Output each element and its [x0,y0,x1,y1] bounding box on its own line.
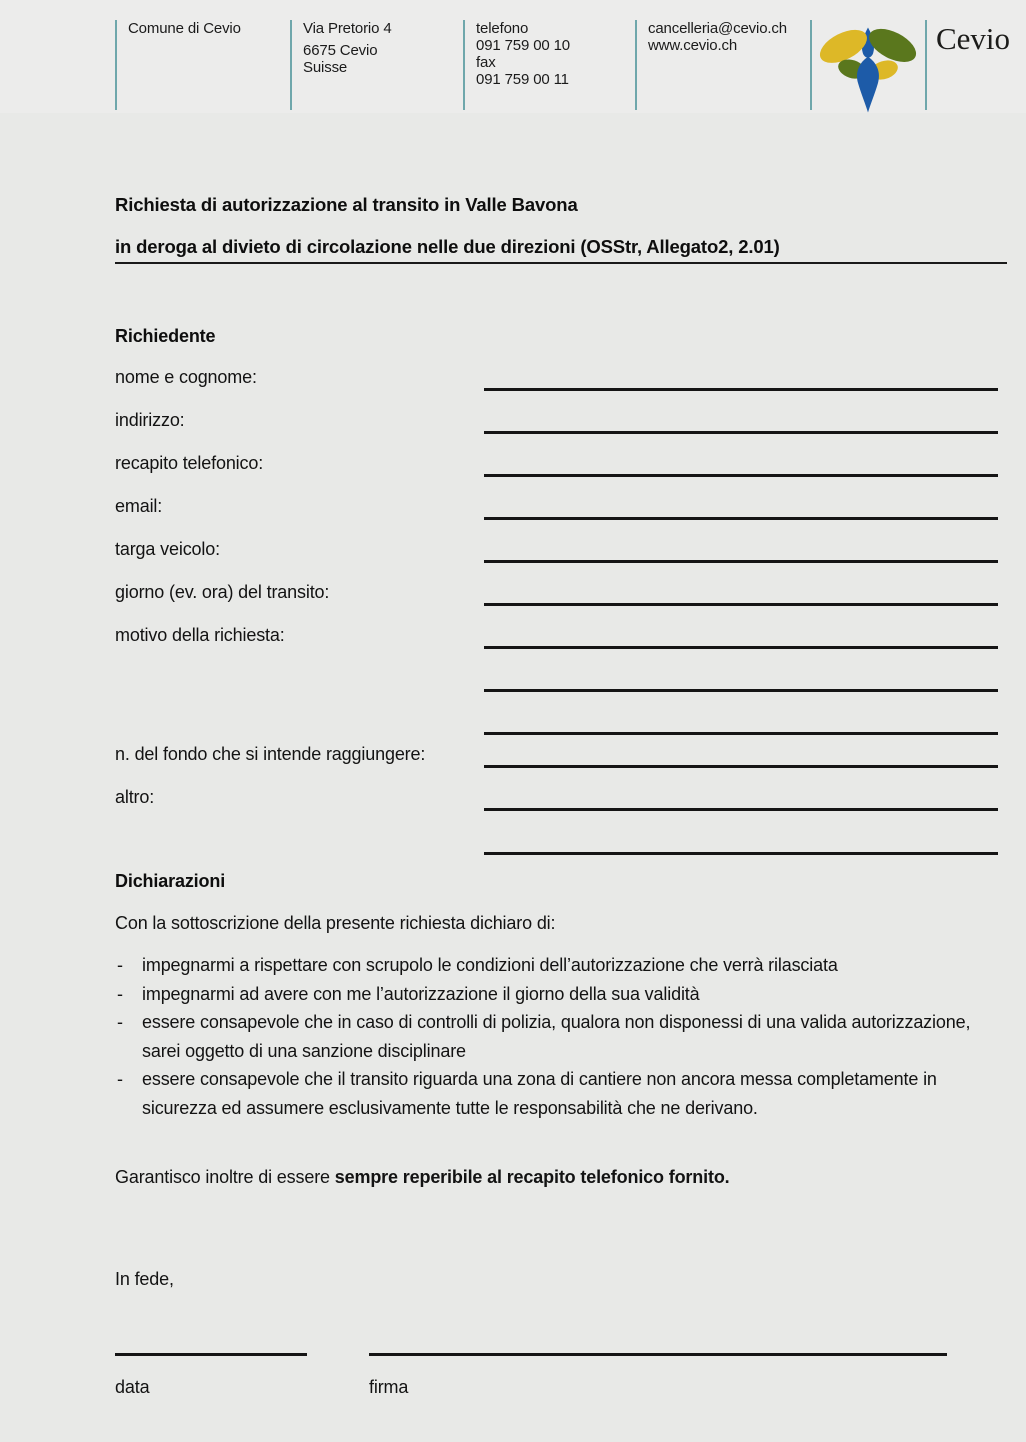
bullet-dash: - [117,955,123,975]
field-line-parcel-number [484,765,998,768]
field-label-transit-day: giorno (ev. ora) del transito: [115,582,330,602]
field-line-reason-3 [484,732,998,735]
address-street: Via Pretorio 4 [303,20,392,37]
field-line-transit-day [484,603,998,606]
field-line-reason-1 [484,646,998,649]
field-line-name [484,388,998,391]
field-label-name: nome e cognome: [115,367,257,387]
field-label-other: altro: [115,787,155,807]
date-label: data [115,1377,150,1397]
field-label-email: email: [115,496,163,516]
field-line-plate [484,560,998,563]
org-name: Comune di Cevio [128,20,241,37]
website-url: www.cevio.ch [648,37,738,54]
letterhead-org-column [115,20,241,110]
field-label-plate: targa veicolo: [115,539,220,559]
declaration-text: impegnarmi a rispettare con scrupolo le condizioni dell’autorizzazione che verrà rilasciata [142,955,838,975]
field-line-phone [484,474,998,477]
field-label-reason: motivo della richiesta: [115,625,285,645]
field-label-address: indirizzo: [115,410,185,430]
declaration-item [117,980,1001,1009]
phone-label: telefono [476,20,529,37]
guarantee-statement [115,1167,730,1188]
declaration-text: essere consapevole che in caso di controlli di polizia, qualora non disponessi di una valida autorizzazione, sarei oggetto di una sanzione disciplinare [142,1012,971,1061]
cevio-butterfly-logo-icon [817,21,919,119]
declaration-item [117,1008,1001,1065]
fax-label: fax [476,54,496,71]
signature-label: firma [369,1377,409,1397]
phone-number: 091 759 00 10 [476,37,570,54]
field-line-email [484,517,998,520]
bullet-dash: - [117,983,123,1004]
field-label-phone: recapito telefonico: [115,453,264,473]
fax-number: 091 759 00 11 [476,71,569,88]
letterhead-web-column [635,20,787,110]
declaration-text: impegnarmi ad avere con me l’autorizzazione il giorno della sua validità [142,983,700,1004]
field-label-parcel-number: n. del fondo che si intende raggiungere: [115,744,426,764]
document-title-line2: in deroga al divieto di circolazione nelle due direzioni (OSStr, Allegato2, 2.01) [115,236,780,257]
letterhead-phone-column [463,20,570,110]
applicant-section-heading: Richiedente [115,326,216,346]
field-line-other-1 [484,808,998,811]
declaration-item [117,951,1001,980]
bullet-dash: - [117,1069,123,1089]
declaration-item [117,1065,1001,1122]
closing-salutation: In fede, [115,1269,174,1289]
date-signature-line [115,1353,307,1356]
address-country: Suisse [303,59,348,76]
guarantee-regular-text: Garantisco inoltre di essere [115,1167,335,1187]
declarations-section-heading: Dichiarazioni [115,871,226,891]
document-title-line1: Richiesta di autorizzazione al transito in Valle Bavona [115,194,578,215]
field-line-other-2 [484,852,998,855]
field-line-reason-2 [484,689,998,692]
address-city: 6675 Cevio [303,42,378,59]
letterhead [0,0,1026,113]
declarations-intro: Con la sottoscrizione della presente richiesta dichiaro di: [115,913,556,933]
email-address: cancelleria@cevio.ch [648,20,787,37]
signature-line [369,1353,947,1356]
cevio-wordmark: Cevio [936,21,1011,56]
guarantee-bold-text: sempre reperibile al recapito telefonico fornito. [334,1167,730,1187]
bullet-dash: - [117,1012,123,1032]
declarations-list [117,951,1001,1122]
letterhead-address-column [290,20,392,110]
declaration-text: essere consapevole che il transito riguarda una zona di cantiere non ancora messa completamente in sicurezza ed assumere esclusivamente tutte le responsabilità che ne derivano. [142,1069,937,1118]
title-underline-rule [115,262,1007,264]
logo-container [810,20,927,110]
field-line-address [484,431,998,434]
